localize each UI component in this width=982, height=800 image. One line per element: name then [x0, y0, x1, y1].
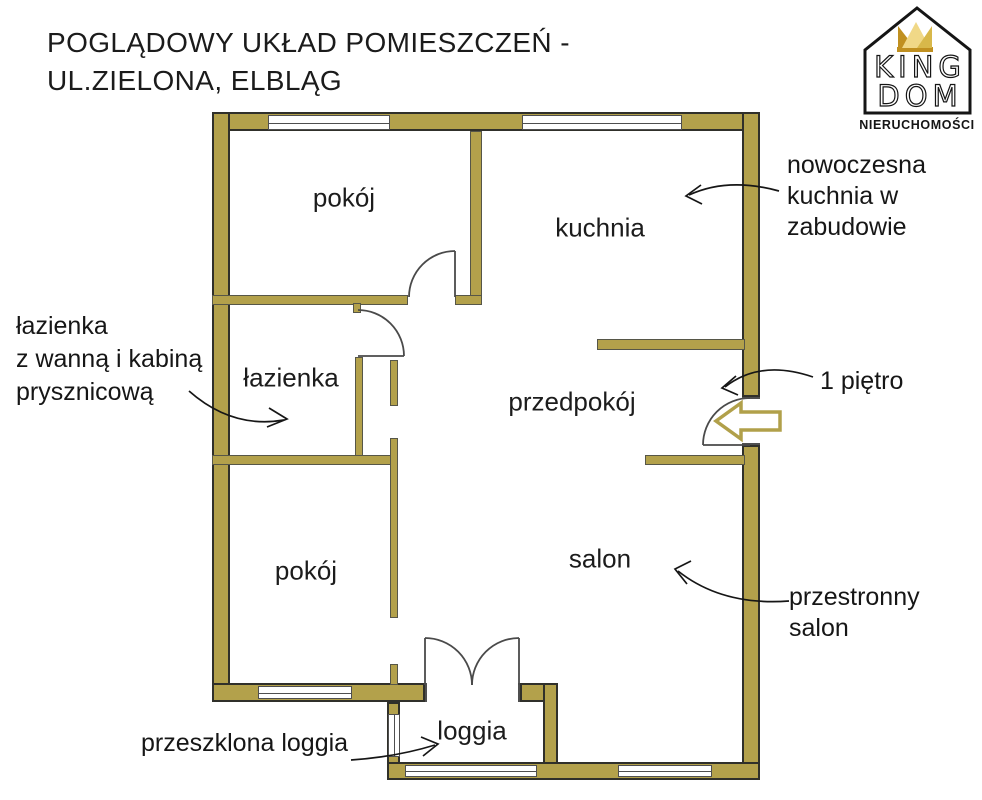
annotation-bathroom: [16, 310, 202, 409]
logo-crown-icon: [897, 22, 933, 52]
page-title-line2: UL.ZIELONA, ELBLĄG: [47, 65, 343, 96]
arrow-to-entrance: [722, 370, 813, 395]
door-swing-lazienka: [358, 310, 404, 356]
room-label-przedpokoj: przedpokój: [508, 386, 636, 417]
annotation-kitchen-line1: nowoczesna: [787, 151, 926, 179]
annotation-kitchen-line3: zabudowie: [787, 213, 907, 241]
arrow-to-salon: [675, 561, 789, 602]
annotation-bathroom-line1: łazienka: [16, 312, 108, 340]
room-label-loggia: loggia: [437, 715, 507, 746]
room-label-kuchnia: kuchnia: [555, 212, 645, 243]
kingdom-logo: [859, 8, 974, 132]
room-label-pokoj-bottom: pokój: [274, 555, 338, 586]
logo-word-king: KING: [874, 50, 966, 84]
annotation-bathroom-line3: prysznicową: [16, 378, 154, 406]
room-label-salon: salon: [568, 543, 632, 574]
room-label-pokoj-top: pokój: [312, 182, 376, 213]
door-swing-loggia-french: [425, 638, 519, 685]
logo-subtitle: NIERUCHOMOŚCI: [859, 118, 975, 132]
entrance-arrow-icon: [716, 403, 780, 439]
logo-word-dom: DOM: [877, 79, 963, 113]
annotation-loggia: przeszklona loggia: [141, 729, 349, 757]
arrow-to-kuchnia: [686, 185, 779, 204]
annotation-salon-line1: przestronny: [789, 583, 920, 611]
annotation-bathroom-line2: z wanną i kabiną: [16, 345, 203, 373]
arrow-to-lazienka: [189, 391, 287, 427]
arrow-to-loggia: [351, 737, 438, 760]
room-label-lazienka: łazienka: [243, 362, 339, 393]
annotation-floor: 1 piętro: [820, 367, 904, 395]
annotation-kitchen: [787, 150, 926, 243]
door-swing-pokoj: [409, 251, 455, 297]
annotation-kitchen-line2: kuchnia w: [787, 182, 899, 210]
page-title-line1: POGLĄDOWY UKŁAD POMIESZCZEŃ -: [47, 27, 570, 58]
annotation-salon: [789, 582, 920, 644]
annotation-salon-line2: salon: [789, 614, 849, 642]
